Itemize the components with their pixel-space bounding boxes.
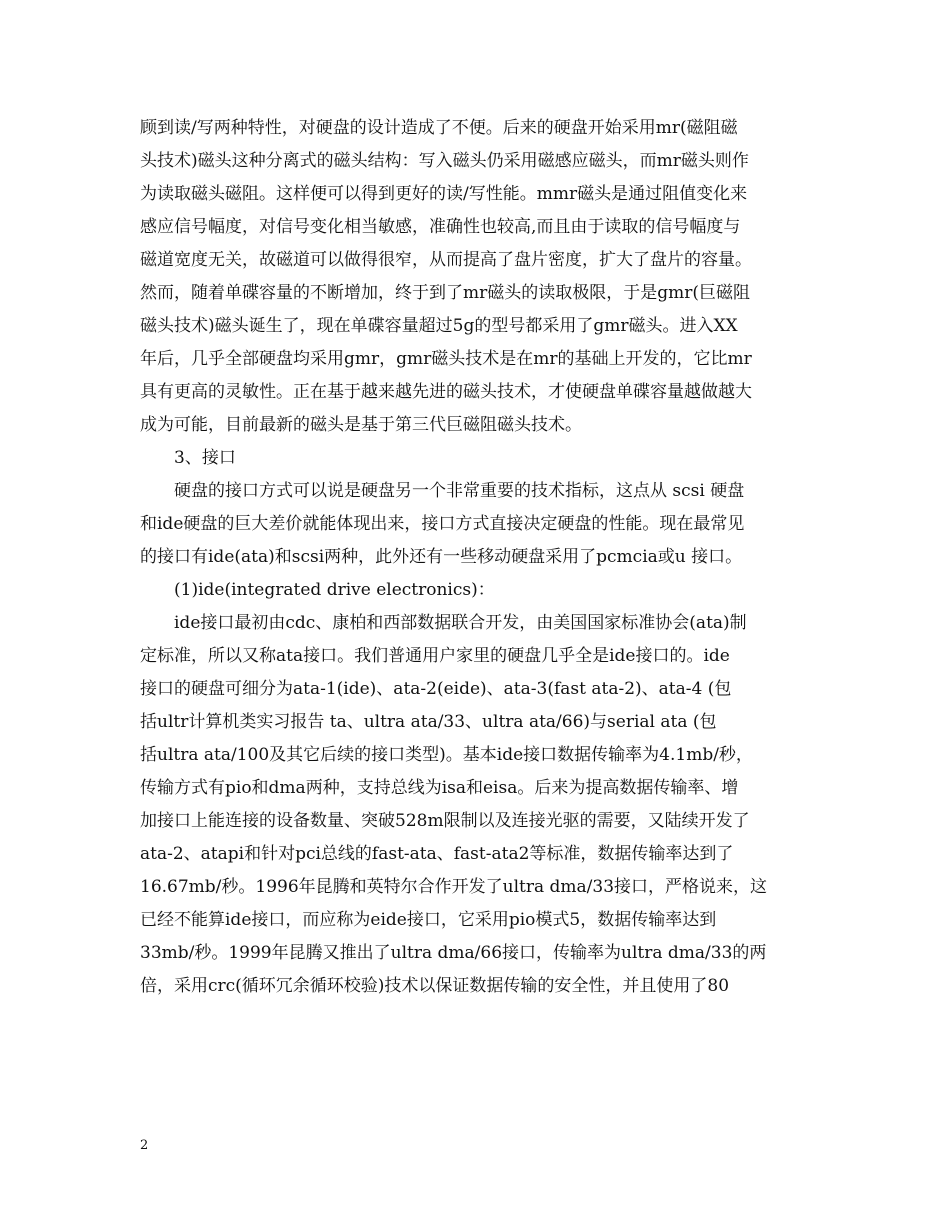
text-line: 磁道宽度无关，故磁道可以做得很窄，从而提高了盘片密度，扩大了盘片的容量。 (140, 250, 752, 270)
text-line: 接口的硬盘可细分为ata-1(ide)、ata-2(eide)、ata-3(fast ata-2)、ata-4 (包 (140, 679, 732, 699)
page-number: 2 (140, 1138, 149, 1153)
text-line: (1)ide(integrated drive electronics)： (174, 580, 495, 600)
text-line: 已经不能算ide接口，而应称为eide接口，它采用pio模式5，数据传输率达到 (140, 910, 717, 930)
text-line: 硬盘的接口方式可以说是硬盘另一个非常重要的技术指标，这点从 scsi 硬盘 (174, 481, 745, 501)
text-line: 3、接口 (174, 448, 236, 468)
text-line: 33mb/秒。1999年昆腾又推出了ultra dma/66接口，传输率为ultra dma/33的两 (140, 943, 767, 963)
text-line: 的接口有ide(ata)和scsi两种，此外还有一些移动硬盘采用了pcmcia或u 接口。 (140, 547, 743, 567)
text-line: 定标准，所以又称ata接口。我们普通用户家里的硬盘几乎全是ide接口的。ide (140, 646, 730, 666)
text-line: ata-2、atapi和针对pci总线的fast-ata、fast-ata2等标准，数据传输率达到了 (140, 844, 734, 864)
text-line: 倍，采用crc(循环冗余循环校验)技术以保证数据传输的安全性，并且使用了80 (140, 976, 730, 996)
document-body (140, 112, 812, 1003)
text-line: 加接口上能连接的设备数量、突破528m限制以及连接光驱的需要，又陆续开发了 (140, 811, 750, 831)
text-line: 然而，随着单碟容量的不断增加，终于到了mr磁头的读取极限，于是gmr(巨磁阻 (140, 283, 751, 303)
text-line: 年后，几乎全部硬盘均采用gmr，gmr磁头技术是在mr的基础上开发的，它比mr (140, 349, 752, 369)
text-line: 传输方式有pio和dma两种，支持总线为isa和eisa。后来为提高数据传输率、增 (140, 778, 739, 798)
text-line: 感应信号幅度，对信号变化相当敏感，准确性也较高,而且由于读取的信号幅度与 (140, 217, 741, 237)
text-line: 为读取磁头磁阻。这样便可以得到更好的读/写性能。mmr磁头是通过阻值变化来 (140, 184, 748, 204)
text-line: 头技术)磁头这种分离式的磁头结构：写入磁头仍采用磁感应磁头，而mr磁头则作 (140, 151, 749, 171)
text-line: 16.67mb/秒。1996年昆腾和英特尔合作开发了ultra dma/33接口，严格说来，这 (140, 877, 768, 897)
text-line: 成为可能，目前最新的磁头是基于第三代巨磁阻磁头技术。 (140, 415, 582, 435)
text-line: 磁头技术)磁头诞生了，现在单碟容量超过5g的型号都采用了gmr磁头。进入XX (140, 316, 738, 336)
text-line: 和ide硬盘的巨大差价就能体现出来，接口方式直接决定硬盘的性能。现在最常见 (140, 514, 745, 534)
text-line: 括ultra ata/100及其它后续的接口类型)。基本ide接口数据传输率为4.1mb/秒， (140, 745, 753, 765)
text-line: 顾到读/写两种特性，对硬盘的设计造成了不便。后来的硬盘开始采用mr(磁阻磁 (140, 118, 738, 138)
text-line: 具有更高的灵敏性。正在基于越来越先进的磁头技术，才使硬盘单碟容量越做越大 (140, 382, 752, 402)
text-line: 括ultr计算机类实习报告 ta、ultra ata/33、ultra ata/66)与serial ata (包 (140, 712, 717, 732)
text-line: ide接口最初由cdc、康柏和西部数据联合开发，由美国国家标准协会(ata)制 (174, 613, 747, 633)
